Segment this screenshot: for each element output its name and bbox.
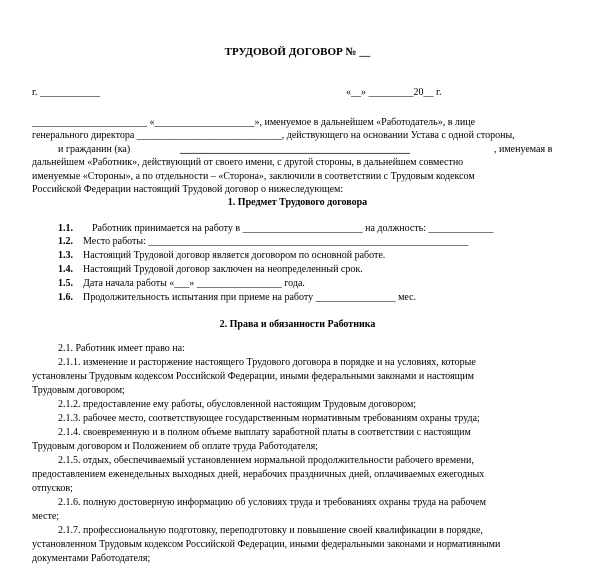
clause-2-1-4-line-2: Трудовым договором и Положением об оплате труда Работодателя; [32, 441, 318, 452]
parties-line-3b: ______________________________________________ [180, 144, 410, 155]
parties-line-2: генерального директора _____________________________, действующего на основании Устава с одной стороны, [32, 130, 515, 141]
clause-2-1: 2.1. Работник имеет право на: [58, 343, 185, 354]
contract-title: ТРУДОВОЙ ДОГОВОР № __ [224, 46, 371, 58]
clause-2-1-7-line-1: 2.1.7. профессиональную подготовку, переподготовку и повышение своей квалификации в порядке, [58, 525, 483, 536]
clause-2-1-7-line-2: установленном Трудовым кодексом Российской Федерации, иными федеральными законами и нормативными [32, 539, 501, 550]
item-1-5-text: Дата начала работы «___» _________________ года. [83, 278, 305, 289]
date-field: «__» _________20__ г. [346, 87, 442, 98]
item-1-6-text: Продолжительность испытания при приеме на работу ________________ мес. [83, 292, 417, 303]
clause-2-1-1-line-1: 2.1.1. изменение и расторжение настоящего Трудового договора в порядке и на условиях, которые [58, 357, 476, 368]
clause-2-1-1-line-2: установлены Трудовым кодексом Российской Федерации, иными федеральными законами и настоящим [32, 371, 474, 382]
section2-heading: 2. Права и обязанности Работника [219, 319, 376, 330]
clause-2-1-4-line-1: 2.1.4. своевременную и в полном объеме выплату заработной платы в соответствии с настоящим [58, 427, 471, 438]
item-1-4-number: 1.4. [58, 264, 73, 275]
parties-line-3c: , именуемая в [494, 144, 553, 155]
parties-line-5: именуемые «Стороны», а по отдельности – «Сторона», заключили в соответствии с Трудовым кодексом [32, 171, 475, 182]
item-1-2-text: Место работы: ________________________________________________________________ [83, 236, 469, 247]
clause-2-1-1-line-3: Трудовым договором; [32, 385, 125, 396]
section1-heading: 1. Предмет Трудового договора [227, 197, 368, 208]
clause-2-1-7-line-3: документами Работодателя; [32, 553, 151, 564]
clause-2-1-5-line-1: 2.1.5. отдых, обеспечиваемый установлением нормальной продолжительности рабочего времени, [58, 455, 474, 466]
clause-2-1-5-line-2: предоставлением еженедельных выходных дней, нерабочих праздничных дней, оплачиваемых ежегодных [32, 469, 485, 480]
item-1-3-text: Настоящий Трудовой договор является договором по основной работе. [83, 250, 386, 261]
item-1-1-text: Работник принимается на работу в ________________________ на должность: _____________ [92, 223, 494, 234]
parties-line-3a: и гражданин (ка) [58, 144, 131, 155]
parties-line-4: дальнейшем «Работник», действующий от своего имени, с другой стороны, в дальнейшем совместно [32, 157, 464, 168]
item-1-4-text: Настоящий Трудовой договор заключен на неопределенный срок. [83, 264, 363, 275]
item-1-1-number: 1.1. [58, 223, 73, 234]
parties-line-1: _______________________ «____________________», именуемое в дальнейшем «Работодатель», в лице [32, 117, 476, 128]
item-1-5-number: 1.5. [58, 278, 73, 289]
item-1-3-number: 1.3. [58, 250, 73, 261]
clause-2-1-6-line-1: 2.1.6. полную достоверную информацию об условиях труда и требованиях охраны труда на рабочем [58, 497, 486, 508]
clause-2-1-2: 2.1.2. предоставление ему работы, обусловленной настоящим Трудовым договором; [58, 399, 417, 410]
item-1-2-number: 1.2. [58, 236, 73, 247]
clause-2-1-6-line-2: месте; [32, 511, 60, 522]
parties-line-6: Российской Федерации настоящий Трудовой договор о нижеследующем: [32, 184, 344, 195]
clause-2-1-3: 2.1.3. рабочее место, соответствующее государственным нормативным требованиям охраны труда; [58, 413, 480, 424]
item-1-6-number: 1.6. [58, 292, 73, 303]
clause-2-1-5-line-3: отпусков; [32, 483, 73, 494]
city-field: г. ____________ [32, 87, 100, 98]
